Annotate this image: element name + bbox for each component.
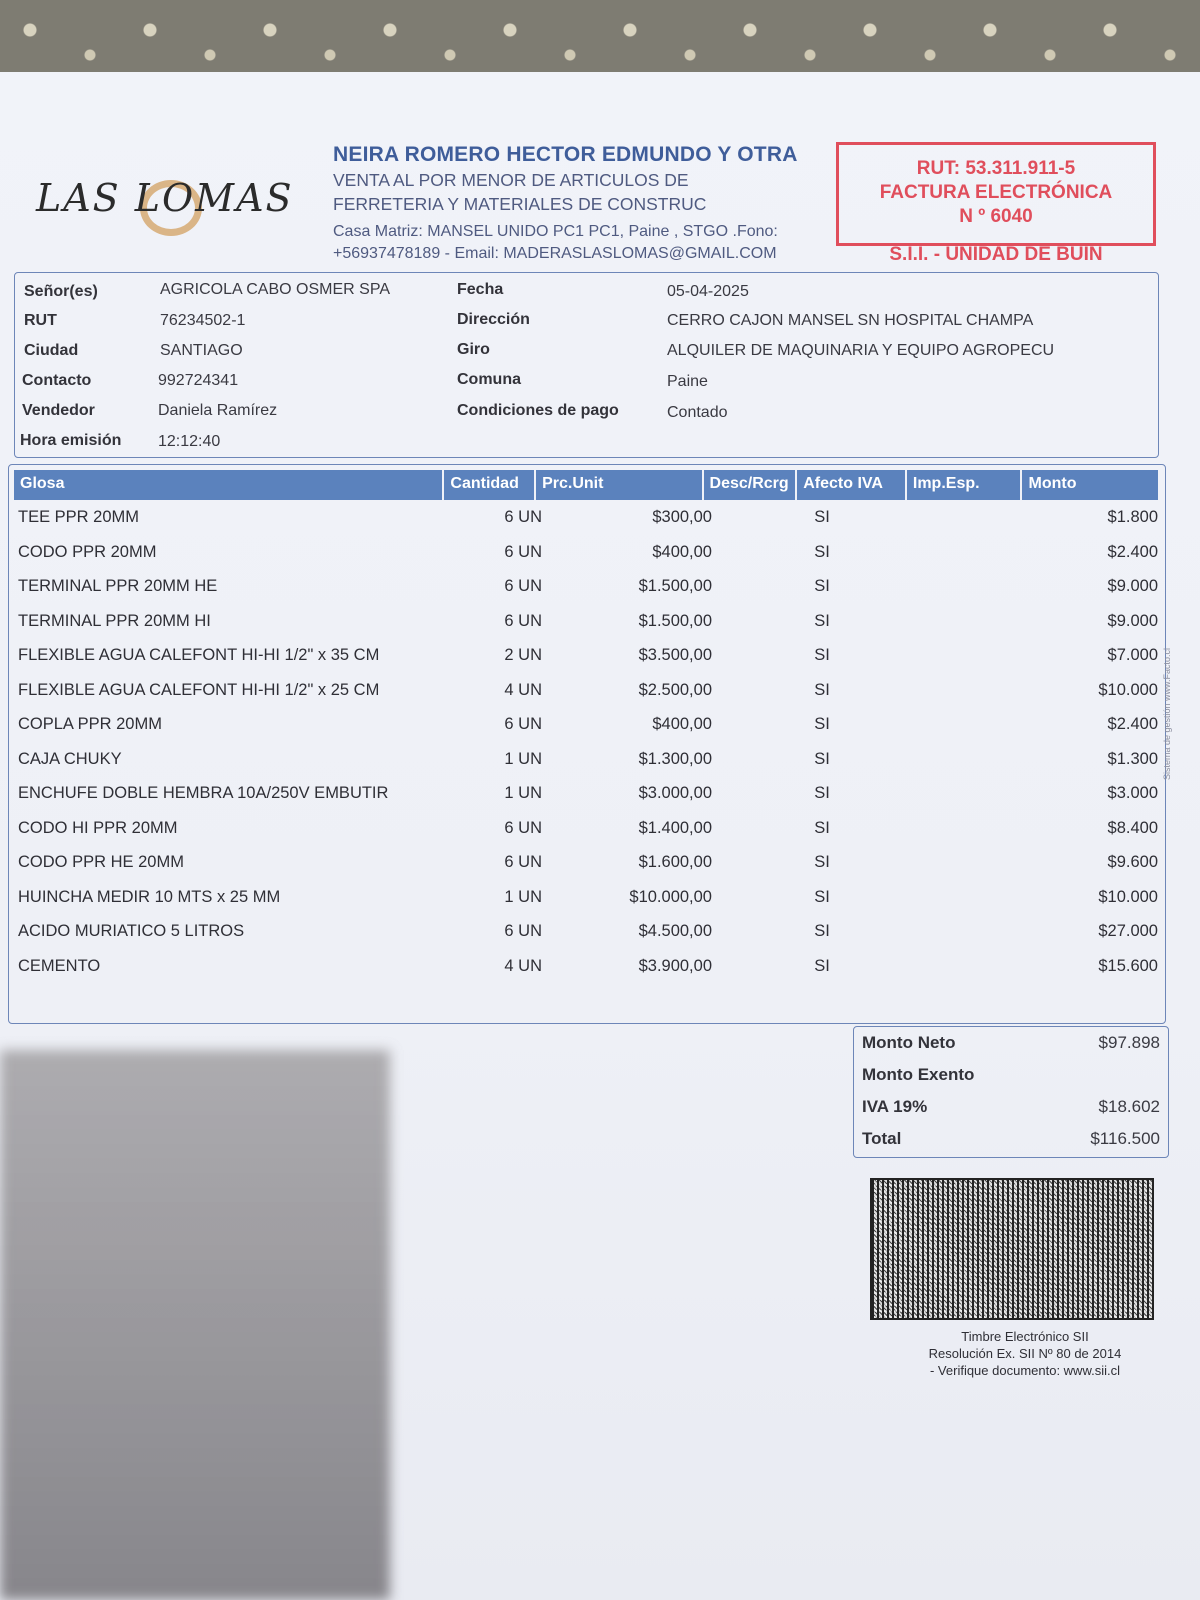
- table-row: [12, 813, 1162, 848]
- items-table-header: [14, 470, 1158, 500]
- company-contact: +56937478189 - Email: MADERASLASLOMAS@GMAIL.COM: [333, 245, 777, 262]
- item-glosa: CODO PPR 20MM: [18, 542, 157, 561]
- item-cantidad: 6 UN: [504, 508, 542, 526]
- table-row: [12, 882, 1162, 917]
- stamp-line-2: Resolución Ex. SII Nº 80 de 2014: [928, 1346, 1122, 1361]
- item-cantidad: 6 UN: [504, 922, 542, 940]
- contacto-value: 992724341: [158, 372, 239, 389]
- item-glosa: HUINCHA MEDIR 10 MTS x 25 MM: [18, 887, 281, 906]
- vendedor-label: Vendedor: [22, 402, 95, 419]
- company-name: NEIRA ROMERO HECTOR EDMUNDO Y OTRA: [333, 143, 798, 166]
- company-address: Casa Matriz: MANSEL UNIDO PC1 PC1, Paine , STGO .Fono:: [333, 223, 778, 240]
- document-number: N º 6040: [959, 206, 1033, 227]
- item-monto: $1.300: [1107, 749, 1158, 768]
- item-monto: $15.600: [1098, 956, 1158, 975]
- item-afecto-iva: SI: [814, 749, 830, 768]
- senores-label: Señor(es): [24, 283, 98, 300]
- neto-label: Monto Neto: [862, 1033, 956, 1052]
- table-row: [12, 537, 1162, 572]
- item-prc-unit: $2.500,00: [638, 680, 712, 699]
- table-row: [12, 606, 1162, 641]
- item-glosa: ENCHUFE DOBLE HEMBRA 10A/250V EMBUTIR: [18, 784, 389, 802]
- company-header: [333, 143, 823, 265]
- sii-office: S.I.I. - UNIDAD DE BUIN: [889, 244, 1103, 265]
- item-glosa: TERMINAL PPR 20MM HI: [18, 611, 211, 630]
- item-prc-unit: $300,00: [652, 508, 712, 526]
- item-afecto-iva: SI: [814, 680, 830, 699]
- fecha-label: Fecha: [457, 281, 504, 298]
- condiciones-label: Condiciones de pago: [457, 402, 619, 419]
- item-monto: $1.800: [1107, 508, 1158, 526]
- item-monto: $27.000: [1098, 922, 1158, 940]
- fecha-value: 05-04-2025: [667, 283, 749, 300]
- item-monto: $9.000: [1107, 577, 1158, 595]
- col-glosa: Glosa: [14, 470, 442, 500]
- item-cantidad: 4 UN: [504, 680, 542, 699]
- item-monto: $7.000: [1107, 646, 1158, 664]
- iva-value: $18.602: [1098, 1097, 1160, 1116]
- stamp-line-3: - Verifique documento: www.sii.cl: [929, 1363, 1121, 1378]
- item-prc-unit: $3.500,00: [638, 646, 712, 664]
- item-cantidad: 6 UN: [504, 715, 542, 733]
- item-cantidad: 1 UN: [504, 784, 542, 802]
- electronic-stamp-barcode: [870, 1178, 1154, 1320]
- item-cantidad: 4 UN: [504, 956, 542, 975]
- item-monto: $10.000: [1098, 887, 1158, 906]
- item-monto: $8.400: [1107, 818, 1158, 837]
- stamp-caption: [880, 1328, 1170, 1379]
- item-cantidad: 6 UN: [504, 577, 542, 595]
- col-cantidad: Cantidad: [444, 470, 534, 500]
- item-prc-unit: $10.000,00: [629, 887, 712, 906]
- item-afecto-iva: SI: [814, 611, 830, 630]
- system-note: Sistema de gestión www.Facto.cl: [1162, 647, 1172, 780]
- item-glosa: ACIDO MURIATICO 5 LITROS: [18, 922, 245, 940]
- document-id-box: [836, 142, 1156, 246]
- item-afecto-iva: SI: [814, 887, 830, 906]
- ciudad-label: Ciudad: [24, 342, 79, 359]
- table-row: [12, 778, 1162, 813]
- table-row: [12, 571, 1162, 606]
- table-row: [12, 951, 1162, 986]
- table-row: [12, 709, 1162, 744]
- company-logo: LAS LOMAS: [36, 176, 294, 220]
- exento-label: Monto Exento: [862, 1065, 975, 1084]
- item-prc-unit: $1.500,00: [638, 611, 712, 630]
- item-monto: $3.000: [1107, 784, 1158, 802]
- item-prc-unit: $3.900,00: [638, 956, 712, 975]
- item-afecto-iva: SI: [814, 646, 830, 664]
- item-monto: $9.600: [1107, 853, 1158, 871]
- item-afecto-iva: SI: [814, 508, 830, 526]
- item-prc-unit: $1.300,00: [638, 749, 712, 768]
- customer-box: [14, 272, 1159, 458]
- item-monto: $2.400: [1107, 715, 1158, 733]
- item-prc-unit: $400,00: [652, 542, 712, 561]
- document-type: FACTURA ELECTRÓNICA: [879, 182, 1113, 203]
- rut-label: RUT: [24, 312, 57, 329]
- hora-label: Hora emisión: [20, 432, 122, 449]
- ciudad-value: SANTIAGO: [160, 342, 243, 359]
- item-glosa: CEMENTO: [18, 956, 101, 975]
- col-afecto-iva: Afecto IVA: [797, 470, 905, 500]
- item-afecto-iva: SI: [814, 715, 830, 733]
- condiciones-value: Contado: [667, 404, 728, 421]
- item-afecto-iva: SI: [814, 577, 830, 595]
- col-monto: Monto: [1022, 470, 1158, 500]
- table-row: [12, 640, 1162, 675]
- table-row: [12, 916, 1162, 951]
- item-monto: $10.000: [1098, 680, 1158, 699]
- item-cantidad: 1 UN: [504, 887, 542, 906]
- iva-label: IVA 19%: [862, 1097, 928, 1116]
- col-desc-rcrg: Desc/Rcrg: [704, 470, 796, 500]
- item-prc-unit: $1.400,00: [638, 818, 712, 837]
- table-row: [12, 675, 1162, 710]
- direccion-label: Dirección: [457, 311, 530, 328]
- table-row: [12, 502, 1162, 537]
- company-activity-1: VENTA AL POR MENOR DE ARTICULOS DE: [333, 170, 689, 190]
- contacto-label: Contacto: [22, 372, 92, 389]
- comuna-label: Comuna: [457, 371, 521, 388]
- stamp-line-1: Timbre Electrónico SII: [961, 1329, 1089, 1344]
- item-cantidad: 2 UN: [504, 646, 542, 664]
- totals-box: [853, 1026, 1169, 1158]
- comuna-value: Paine: [667, 373, 708, 390]
- photo-shadow: [0, 1050, 390, 1600]
- item-prc-unit: $1.600,00: [638, 853, 712, 871]
- item-monto: $2.400: [1107, 542, 1158, 561]
- table-row: [12, 847, 1162, 882]
- document-rut: RUT: 53.311.911-5: [916, 158, 1076, 179]
- item-cantidad: 6 UN: [504, 611, 542, 630]
- item-afecto-iva: SI: [814, 818, 830, 837]
- item-cantidad: 6 UN: [504, 853, 542, 871]
- item-afecto-iva: SI: [814, 956, 830, 975]
- items-table-body: [12, 502, 1162, 985]
- hora-value: 12:12:40: [158, 433, 221, 450]
- item-cantidad: 1 UN: [504, 749, 542, 768]
- senores-value: AGRICOLA CABO OSMER SPA: [160, 281, 390, 298]
- neto-value: $97.898: [1098, 1033, 1160, 1052]
- item-prc-unit: $400,00: [652, 715, 712, 733]
- vendedor-value: Daniela Ramírez: [158, 402, 278, 419]
- giro-value: ALQUILER DE MAQUINARIA Y EQUIPO AGROPECU: [667, 342, 1055, 359]
- item-glosa: CODO HI PPR 20MM: [18, 818, 178, 837]
- item-prc-unit: $4.500,00: [638, 922, 712, 940]
- item-monto: $9.000: [1107, 611, 1158, 630]
- rut-value: 76234502-1: [160, 312, 246, 329]
- item-glosa: FLEXIBLE AGUA CALEFONT HI-HI 1/2" x 25 CM: [18, 680, 380, 699]
- direccion-value: CERRO CAJON MANSEL SN HOSPITAL CHAMPA: [667, 312, 1034, 329]
- item-afecto-iva: SI: [814, 922, 830, 940]
- item-prc-unit: $1.500,00: [638, 577, 712, 595]
- col-imp-esp: Imp.Esp.: [907, 470, 1021, 500]
- company-activity-2: FERRETERIA Y MATERIALES DE CONSTRUC: [333, 194, 707, 214]
- item-glosa: FLEXIBLE AGUA CALEFONT HI-HI 1/2" x 35 CM: [18, 646, 380, 664]
- item-cantidad: 6 UN: [504, 542, 542, 561]
- total-label: Total: [862, 1129, 902, 1148]
- giro-label: Giro: [457, 341, 490, 358]
- table-row: [12, 744, 1162, 779]
- item-afecto-iva: SI: [814, 853, 830, 871]
- total-value: $116.500: [1090, 1129, 1160, 1148]
- item-afecto-iva: SI: [814, 542, 830, 561]
- item-prc-unit: $3.000,00: [638, 784, 712, 802]
- item-cantidad: 6 UN: [504, 818, 542, 837]
- item-glosa: TEE PPR 20MM: [18, 508, 140, 526]
- item-glosa: TERMINAL PPR 20MM HE: [18, 577, 218, 595]
- item-afecto-iva: SI: [814, 784, 830, 802]
- item-glosa: COPLA PPR 20MM: [18, 715, 162, 733]
- item-glosa: CAJA CHUKY: [18, 749, 122, 768]
- item-glosa: CODO PPR HE 20MM: [18, 853, 184, 871]
- col-prc-unit: Prc.Unit: [536, 470, 701, 500]
